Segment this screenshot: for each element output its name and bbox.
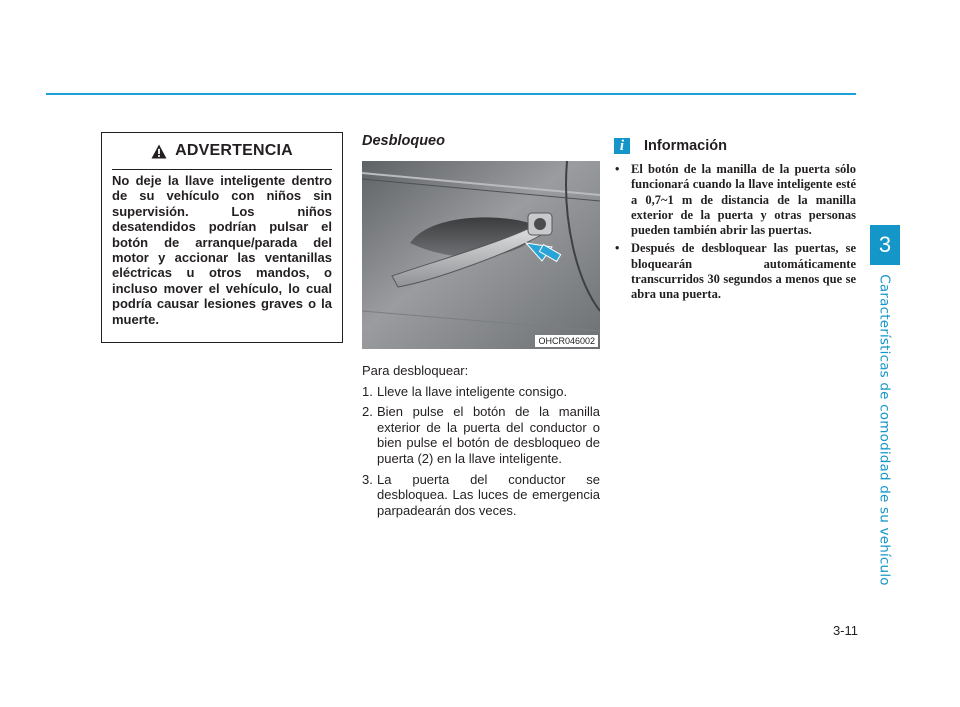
step-item — [362, 384, 600, 400]
info-header — [614, 138, 856, 154]
warning-text: No deje la llave inteligente dentro de su vehículo con niños sin supervisión. Los niños desatendidos podrían pulsar el botón de arranque/parada del motor y accionar las ventanillas eléctricas u otros mandos, o incluso mover el vehículo, lo cual podría causar lesiones graves o la muerte. — [112, 169, 332, 327]
door-handle-figure — [362, 161, 600, 349]
info-text: Después de desbloquear las puertas, se bloquearán automáticamente transcurridos 30 segundos a menos que se abra una puerta. — [631, 241, 856, 302]
section-title: Desbloqueo — [362, 133, 445, 149]
information-section — [614, 138, 856, 306]
warning-box — [101, 132, 343, 343]
bullet: • — [615, 241, 620, 256]
page-number: 3-11 — [832, 623, 858, 638]
unlock-section — [362, 133, 600, 523]
bullet: • — [615, 162, 620, 176]
info-text: El botón de la manilla de la puerta sólo funcionará cuando la llave inteligente esté a 0,7~1 m de distancia de la manilla exterior de la puerta y otras personas pueden también abrir las puertas. — [631, 162, 856, 238]
info-title: Información — [644, 138, 727, 154]
step-text: Bien pulse el botón de la manilla exterior de la puerta del conductor o bien pulse el botón de desbloqueo de puerta (2) en la llave inteligente. — [377, 404, 600, 466]
step-number: 1. — [362, 383, 373, 399]
step-item — [362, 472, 600, 519]
chapter-title — [870, 275, 900, 585]
figure-code: OHCR046002 — [535, 335, 598, 347]
info-list — [614, 162, 856, 303]
header-rule — [46, 93, 856, 95]
chapter-title-text: Características de comodidad de su vehículo — [877, 274, 893, 586]
warning-header — [102, 133, 342, 169]
info-icon: i — [614, 138, 630, 154]
warning-title: ADVERTENCIA — [175, 142, 293, 159]
unlock-instructions — [362, 363, 600, 518]
step-number: 2. — [362, 404, 373, 420]
list-item — [614, 162, 856, 238]
list-item — [614, 241, 856, 302]
step-item — [362, 404, 600, 466]
intro-text: Para desbloquear: — [362, 363, 469, 378]
chapter-number-tab: 3 — [870, 225, 900, 265]
step-text: La puerta del conductor se desbloquea. Las luces de emergencia parpadearán dos veces. — [377, 471, 600, 518]
step-number: 3. — [362, 471, 373, 487]
step-text: Lleve la llave inteligente consigo. — [377, 383, 568, 399]
warning-icon — [151, 144, 167, 159]
door-handle-illustration — [362, 161, 600, 349]
